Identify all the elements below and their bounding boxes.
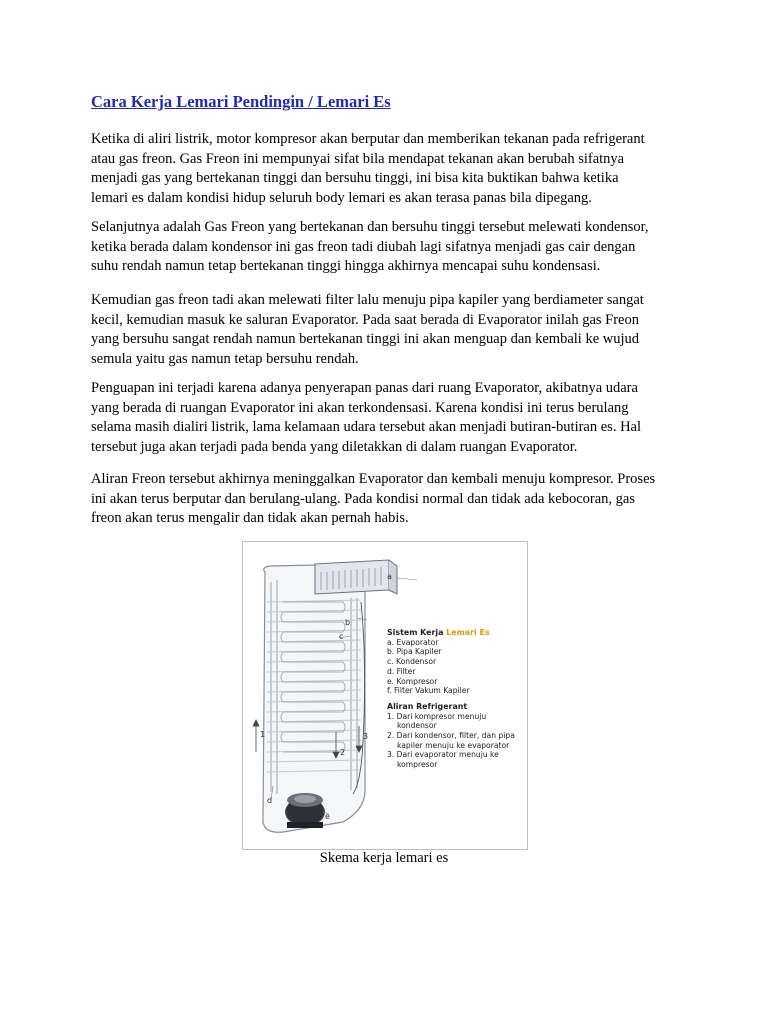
paragraph-line: kecil, kemudian masuk ke saluran Evaporator. Pada saat berada di Evaporator inilah gas Freon [91,311,639,328]
page-title-link[interactable]: Cara Kerja Lemari Pendingin / Lemari Es [91,92,391,111]
paragraph-line: atau gas freon. Gas Freon ini mempunyai sifat bila mendapat tekanan akan berubah sifatnya [91,150,625,167]
paragraph-1 [91,130,691,208]
paragraph-line: tersebut juga akan terjadi pada benda yang diletakkan di dalam ruangan Evaporator. [91,438,578,455]
legend-part: c. Kondensor [387,657,437,667]
paragraph-line: Selanjutnya adalah Gas Freon yang bertekanan dan bersuhu tinggi tersebut melewati kondensor, [91,219,649,235]
cabinet-outline [263,564,365,832]
paragraph-line: Penguapan ini terjadi karena adanya penyerapan panas dari ruang Evaporator, akibatnya udara [91,380,638,396]
flow-step: kondensor [397,721,437,731]
label-3: 3 [363,732,369,741]
legend-part: f. Filter Vakum Kapiler [387,686,470,696]
legend-heading-accent: Lemari Es [446,628,490,637]
legend-part: d. Filter [387,666,416,676]
paragraph-line: Aliran Freon tersebut akhirnya meninggalkan Evaporator dan kembali menuju kompresor. Proses [91,471,656,487]
flow-step: 1. Dari kompresor menuju [387,711,487,721]
diagram-legend [387,628,515,770]
paragraph-line: Kemudian gas freon tadi akan melewati filter lalu menuju pipa kapiler yang berdiameter sangat [91,292,644,308]
paragraph-line: lemari es dalam kondisi hidup seluruh body lemari es akan terasa panas bila dipegang. [91,189,592,206]
paragraph-line: ketika berada dalam kondensor ini gas freon tadi diubah lagi sifatnya menjadi gas cair dengan [91,238,636,255]
flow-step: 3. Dari evaporator menuju ke [387,750,499,760]
label-a: a [387,572,392,581]
paragraph-line: freon akan terus mengalir dan tidak akan pernah habis. [91,510,409,527]
paragraph-2 [91,218,691,277]
flow-heading: Aliran Refrigerant [387,701,468,711]
flow-step: 2. Dari kondensor, filter, dan pipa [387,731,515,741]
label-1: 1 [260,730,266,739]
label-c: c [339,632,344,641]
legend-part: b. Pipa Kapiler [387,647,442,657]
paragraph-line: menjadi gas yang bertekanan tinggi dan bersuhu tinggi, ini bisa kita buktikan bahwa ketika [91,170,619,187]
paragraph-5 [91,470,691,529]
flow-step: kompresor [397,760,438,770]
label-e: e [325,812,330,821]
paragraph-line: semula yaitu gas namun tetap bersuhu rendah. [91,350,359,367]
paragraph-line: Ketika di aliri listrik, motor kompresor akan berputar dan memberikan tekanan pada refrigerant [91,131,645,147]
paragraph-line: ini akan terus berputar dan berulang-ulang. Pada kondisi normal dan tidak ada kebocoran, gas [91,490,635,507]
paragraph-line: yang bersuhu sangat rendah namun bertekanan tinggi ini akan menguap dan kembali ke wujud [91,331,640,348]
legend-heading [387,628,515,638]
refrigerator-diagram-figure [242,541,528,850]
label-d: d [267,796,273,805]
figure-caption: Skema kerja lemari es [319,850,449,866]
label-b: b [345,618,351,627]
legend-part: a. Evaporator [387,637,439,647]
legend-heading-text: Sistem Kerja [387,628,447,637]
evaporator-box [315,560,389,594]
legend-part: e. Kompresor [387,676,438,686]
paragraph-3 [91,291,691,369]
paragraph-line: selama masih dialiri listrik, lama kelamaan udara tersebut akan menjadi butiran-butiran es. Hal [91,419,642,436]
label-2: 2 [340,748,346,757]
paragraph-line: yang berada di ruangan Evaporator ini akan terkondensasi. Karena kondisi ini terus berulang [91,399,629,416]
paragraph-4 [91,379,691,457]
compressor [285,793,325,828]
paragraph-line: suhu rendah namun tetap bertekanan tinggi hingga akhirnya mencapai suhu kondensasi. [91,258,601,275]
flow-step: kapiler menuju ke evaporator [397,740,510,750]
